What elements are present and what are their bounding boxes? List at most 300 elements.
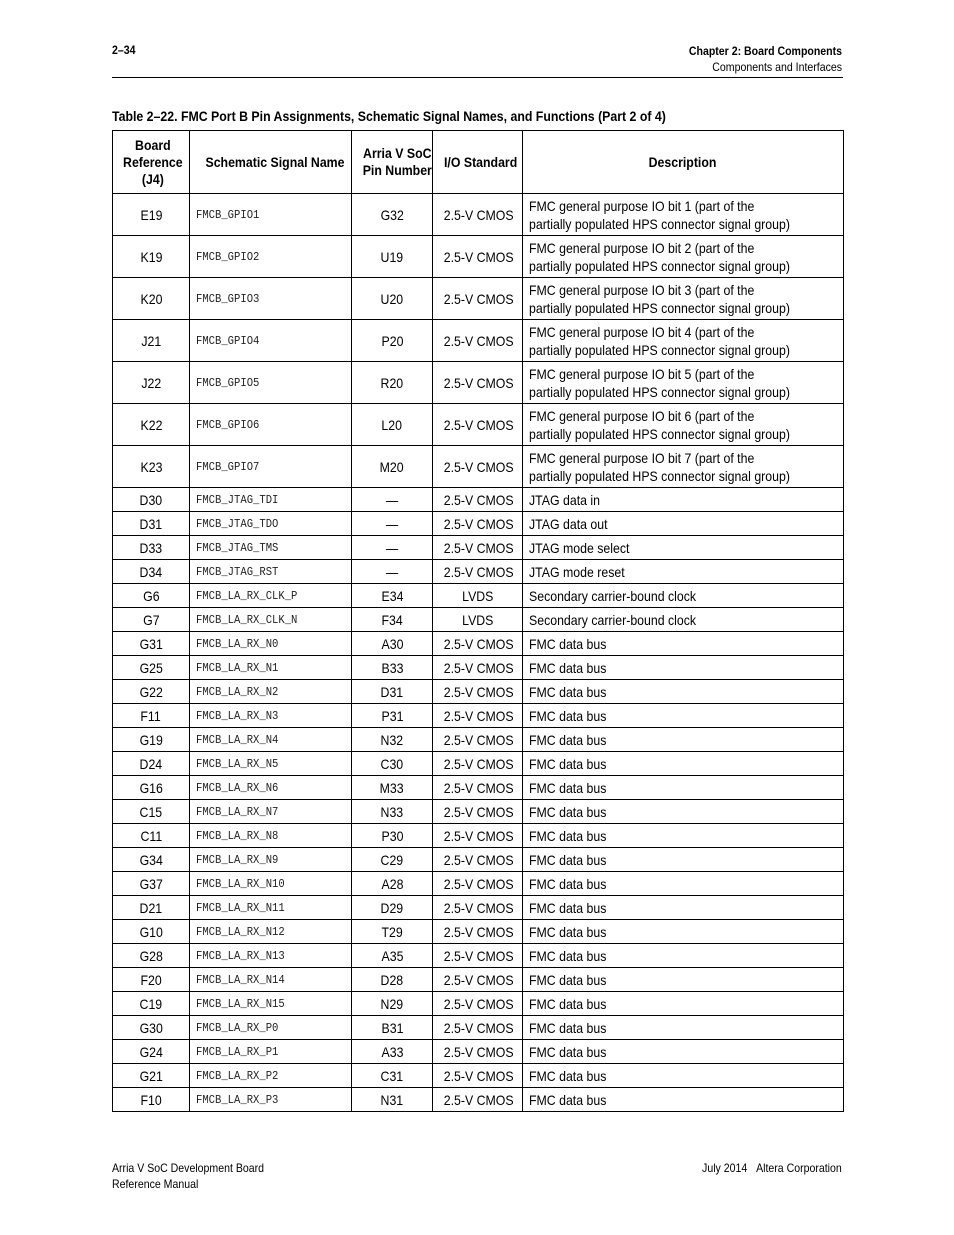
cell-pin-number [352, 608, 433, 632]
cell-pin-number [352, 920, 433, 944]
cell-io-standard-text: 2.5-V CMOS [443, 206, 514, 223]
cell-pin-number [352, 362, 433, 404]
cell-io-standard [433, 872, 523, 896]
cell-pin-number [352, 992, 433, 1016]
cell-pin-number [352, 968, 433, 992]
header-desc-label: Description [649, 153, 717, 170]
cell-signal-name [190, 632, 352, 656]
cell-io-standard [433, 584, 523, 608]
cell-description [523, 278, 844, 320]
cell-pin-number-text: P30 [381, 827, 403, 844]
cell-pin-number-text: U20 [380, 290, 404, 307]
cell-signal-name-text: FMCB_GPIO5 [196, 375, 260, 390]
cell-io-standard [433, 728, 523, 752]
cell-pin-number-text: C30 [380, 755, 404, 772]
cell-signal-name-text: FMCB_LA_RX_N14 [196, 972, 285, 987]
cell-pin-number-text: N31 [380, 1091, 404, 1108]
cell-description-text: FMC data bus [529, 779, 607, 796]
cell-signal-name [190, 608, 352, 632]
cell-io-standard-text: 2.5-V CMOS [443, 827, 514, 844]
cell-io-standard-text: 2.5-V CMOS [443, 683, 514, 700]
cell-board-reference-text: G7 [142, 611, 160, 628]
table-row [113, 632, 844, 656]
cell-io-standard-text: 2.5-V CMOS [443, 416, 514, 433]
cell-board-reference [113, 1016, 190, 1040]
cell-board-reference [113, 194, 190, 236]
table-row [113, 584, 844, 608]
header-signal-label: Schematic Signal Name [205, 153, 345, 170]
cell-description-text: FMC data bus [529, 971, 607, 988]
cell-description-text: FMC data bus [529, 827, 607, 844]
cell-pin-number-text: C31 [380, 1067, 404, 1084]
cell-description [523, 512, 844, 536]
cell-board-reference-text: G10 [139, 923, 163, 940]
cell-pin-number [352, 896, 433, 920]
footer-date-company [702, 1160, 842, 1176]
cell-signal-name-text: FMCB_LA_RX_N15 [196, 996, 285, 1011]
table-row [113, 1040, 844, 1064]
pin-assignment-table [112, 130, 844, 1112]
cell-pin-number [352, 236, 433, 278]
cell-io-standard [433, 680, 523, 704]
cell-io-standard-text: 2.5-V CMOS [443, 803, 514, 820]
cell-io-standard-text: 2.5-V CMOS [443, 332, 514, 349]
footer-doc-subtitle: Reference Manual [112, 1177, 199, 1191]
cell-board-reference [113, 968, 190, 992]
cell-description-text: FMC general purpose IO bit 2 (part of the partially populated HPS connector signal group) [529, 239, 790, 274]
cell-pin-number [352, 632, 433, 656]
cell-board-reference-text: F10 [140, 1091, 162, 1108]
cell-io-standard [433, 320, 523, 362]
cell-pin-number [352, 776, 433, 800]
cell-pin-number [352, 656, 433, 680]
cell-signal-name-text: FMCB_JTAG_RST [196, 564, 279, 579]
cell-io-standard [433, 824, 523, 848]
table-row [113, 560, 844, 584]
cell-pin-number-text: L20 [381, 416, 403, 433]
cell-description [523, 632, 844, 656]
cell-description-text: JTAG data in [529, 491, 600, 508]
cell-pin-number [352, 1064, 433, 1088]
table-row [113, 776, 844, 800]
cell-io-standard-text: 2.5-V CMOS [443, 491, 514, 508]
cell-pin-number-text: — [385, 563, 399, 580]
table-row [113, 536, 844, 560]
table-row [113, 752, 844, 776]
cell-description [523, 1040, 844, 1064]
table-body [113, 194, 844, 1112]
table-row [113, 278, 844, 320]
cell-board-reference-text: D24 [139, 755, 163, 772]
cell-pin-number [352, 584, 433, 608]
header-pin-line2: Pin Number [362, 162, 432, 178]
cell-description [523, 1088, 844, 1112]
footer-doc-title: Arria V SoC Development Board [112, 1161, 265, 1175]
cell-description [523, 404, 844, 446]
table-row [113, 488, 844, 512]
table-row [113, 800, 844, 824]
table-row [113, 362, 844, 404]
cell-description-text: FMC data bus [529, 851, 607, 868]
header-ref-line3: (J4) [141, 170, 164, 187]
cell-io-standard [433, 992, 523, 1016]
cell-description-text: FMC general purpose IO bit 3 (part of the partially populated HPS connector signal group) [529, 281, 790, 316]
cell-io-standard-text: 2.5-V CMOS [443, 1067, 514, 1084]
cell-pin-number [352, 512, 433, 536]
cell-pin-number [352, 680, 433, 704]
cell-description [523, 992, 844, 1016]
cell-io-standard-text: 2.5-V CMOS [443, 947, 514, 964]
cell-board-reference-text: J22 [141, 374, 161, 391]
cell-board-reference-text: K23 [140, 458, 162, 475]
cell-description [523, 656, 844, 680]
cell-pin-number-text: R20 [380, 374, 404, 391]
cell-signal-name-text: FMCB_JTAG_TDO [196, 516, 279, 531]
cell-pin-number [352, 536, 433, 560]
cell-io-standard [433, 536, 523, 560]
cell-pin-number [352, 704, 433, 728]
table-row [113, 968, 844, 992]
cell-description-text: FMC data bus [529, 1043, 607, 1060]
cell-description-text: FMC data bus [529, 659, 607, 676]
cell-board-reference [113, 278, 190, 320]
cell-pin-number-text: B33 [381, 659, 403, 676]
table-row [113, 236, 844, 278]
cell-signal-name [190, 488, 352, 512]
cell-signal-name [190, 872, 352, 896]
table-row [113, 404, 844, 446]
header-io-standard [433, 131, 523, 194]
cell-signal-name-text: FMCB_GPIO1 [196, 207, 260, 222]
cell-board-reference-text: D21 [139, 899, 163, 916]
cell-description [523, 800, 844, 824]
cell-pin-number [352, 872, 433, 896]
cell-pin-number-text: N29 [380, 995, 404, 1012]
cell-description [523, 776, 844, 800]
cell-description-text: FMC data bus [529, 923, 607, 940]
cell-pin-number-text: D31 [380, 683, 404, 700]
cell-board-reference [113, 944, 190, 968]
cell-io-standard [433, 236, 523, 278]
cell-io-standard [433, 896, 523, 920]
cell-board-reference-text: G22 [139, 683, 163, 700]
cell-signal-name-text: FMCB_LA_RX_N5 [196, 756, 279, 771]
cell-pin-number-text: D29 [380, 899, 404, 916]
cell-board-reference [113, 992, 190, 1016]
cell-signal-name [190, 800, 352, 824]
cell-signal-name-text: FMCB_JTAG_TMS [196, 540, 279, 555]
cell-signal-name [190, 1064, 352, 1088]
cell-pin-number-text: E34 [381, 587, 403, 604]
header-rule [112, 77, 843, 78]
cell-signal-name-text: FMCB_LA_RX_N8 [196, 828, 279, 843]
footer-right [683, 1160, 842, 1176]
cell-signal-name-text: FMCB_LA_RX_N0 [196, 636, 279, 651]
cell-io-standard [433, 446, 523, 488]
table-row [113, 1064, 844, 1088]
cell-io-standard [433, 512, 523, 536]
cell-io-standard [433, 1064, 523, 1088]
cell-board-reference [113, 728, 190, 752]
cell-signal-name [190, 680, 352, 704]
running-header [668, 43, 842, 75]
cell-board-reference [113, 1040, 190, 1064]
cell-pin-number [352, 848, 433, 872]
header-description [523, 131, 844, 194]
cell-io-standard-text: 2.5-V CMOS [443, 899, 514, 916]
cell-signal-name-text: FMCB_LA_RX_N11 [196, 900, 285, 915]
cell-pin-number-text: M33 [380, 779, 404, 796]
cell-signal-name [190, 560, 352, 584]
cell-board-reference-text: G31 [139, 635, 163, 652]
cell-signal-name-text: FMCB_LA_RX_N6 [196, 780, 279, 795]
cell-io-standard [433, 194, 523, 236]
cell-description-text: FMC general purpose IO bit 4 (part of the partially populated HPS connector signal group) [529, 323, 790, 358]
cell-description-text: FMC data bus [529, 635, 607, 652]
cell-signal-name-text: FMCB_LA_RX_P3 [196, 1092, 279, 1107]
cell-signal-name [190, 944, 352, 968]
cell-io-standard-text: 2.5-V CMOS [443, 290, 514, 307]
cell-io-standard [433, 608, 523, 632]
cell-pin-number [352, 728, 433, 752]
cell-description [523, 728, 844, 752]
cell-io-standard [433, 704, 523, 728]
cell-description [523, 824, 844, 848]
cell-board-reference [113, 704, 190, 728]
cell-io-standard [433, 278, 523, 320]
cell-board-reference [113, 560, 190, 584]
cell-signal-name [190, 848, 352, 872]
page-number: 2–34 [112, 43, 136, 57]
table-row [113, 608, 844, 632]
cell-io-standard [433, 656, 523, 680]
cell-description [523, 944, 844, 968]
cell-description-text: JTAG mode select [529, 539, 630, 556]
cell-pin-number [352, 1040, 433, 1064]
cell-signal-name [190, 776, 352, 800]
cell-description-text: FMC data bus [529, 707, 607, 724]
cell-io-standard-text: 2.5-V CMOS [443, 971, 514, 988]
cell-signal-name [190, 968, 352, 992]
cell-description-text: FMC general purpose IO bit 7 (part of the partially populated HPS connector signal group) [529, 449, 790, 484]
header-ref-line2: Reference [123, 153, 183, 170]
cell-io-standard-text: LVDS [461, 611, 494, 628]
cell-io-standard [433, 488, 523, 512]
cell-signal-name-text: FMCB_GPIO7 [196, 459, 260, 474]
cell-description [523, 752, 844, 776]
cell-board-reference [113, 632, 190, 656]
cell-signal-name [190, 1040, 352, 1064]
cell-signal-name [190, 992, 352, 1016]
cell-signal-name [190, 1088, 352, 1112]
cell-description-text: JTAG mode reset [529, 563, 625, 580]
cell-io-standard-text: LVDS [461, 587, 494, 604]
cell-board-reference-text: K20 [140, 290, 162, 307]
cell-board-reference-text: G30 [139, 1019, 163, 1036]
cell-io-standard-text: 2.5-V CMOS [443, 779, 514, 796]
cell-io-standard-text: 2.5-V CMOS [443, 515, 514, 532]
cell-description [523, 560, 844, 584]
cell-signal-name [190, 194, 352, 236]
cell-io-standard-text: 2.5-V CMOS [443, 875, 514, 892]
footer-left [112, 1160, 285, 1192]
cell-signal-name [190, 236, 352, 278]
cell-description-text: FMC data bus [529, 731, 607, 748]
cell-board-reference [113, 824, 190, 848]
cell-board-reference [113, 404, 190, 446]
cell-pin-number-text: D28 [380, 971, 404, 988]
cell-pin-number-text: P20 [381, 332, 403, 349]
cell-board-reference [113, 320, 190, 362]
table-row [113, 704, 844, 728]
cell-signal-name [190, 824, 352, 848]
cell-io-standard-text: 2.5-V CMOS [443, 374, 514, 391]
cell-pin-number [352, 488, 433, 512]
cell-pin-number [352, 194, 433, 236]
table-row [113, 896, 844, 920]
cell-signal-name-text: FMCB_LA_RX_P2 [196, 1068, 279, 1083]
cell-io-standard-text: 2.5-V CMOS [443, 563, 514, 580]
cell-pin-number [352, 446, 433, 488]
cell-io-standard [433, 776, 523, 800]
cell-board-reference [113, 680, 190, 704]
cell-signal-name [190, 1016, 352, 1040]
table-row [113, 1088, 844, 1112]
cell-io-standard-text: 2.5-V CMOS [443, 755, 514, 772]
cell-description [523, 920, 844, 944]
cell-description [523, 194, 844, 236]
cell-signal-name-text: FMCB_LA_RX_CLK_N [196, 612, 298, 627]
table-row [113, 656, 844, 680]
cell-pin-number-text: U19 [380, 248, 404, 265]
header-board-reference [113, 131, 190, 194]
table-caption: Table 2–22. FMC Port B Pin Assignments, Schematic Signal Names, and Functions (Part 2 of 4) [112, 108, 666, 124]
header-pin-number [352, 131, 433, 194]
cell-signal-name [190, 920, 352, 944]
cell-description-text: FMC data bus [529, 875, 607, 892]
cell-board-reference-text: C19 [139, 995, 163, 1012]
cell-signal-name [190, 536, 352, 560]
cell-signal-name [190, 320, 352, 362]
cell-signal-name-text: FMCB_GPIO4 [196, 333, 260, 348]
cell-description-text: FMC data bus [529, 755, 607, 772]
header-io-label: I/O Standard [443, 153, 518, 170]
cell-signal-name-text: FMCB_GPIO6 [196, 417, 260, 432]
cell-pin-number [352, 800, 433, 824]
cell-signal-name-text: FMCB_LA_RX_N1 [196, 660, 279, 675]
table-row [113, 194, 844, 236]
cell-board-reference-text: F20 [140, 971, 162, 988]
cell-io-standard-text: 2.5-V CMOS [443, 248, 514, 265]
cell-board-reference-text: G19 [139, 731, 163, 748]
cell-signal-name-text: FMCB_LA_RX_P0 [196, 1020, 279, 1035]
cell-description-text: FMC general purpose IO bit 1 (part of the partially populated HPS connector signal group) [529, 197, 790, 232]
table-row [113, 1016, 844, 1040]
cell-signal-name [190, 446, 352, 488]
cell-io-standard-text: 2.5-V CMOS [443, 1019, 514, 1036]
cell-io-standard-text: 2.5-V CMOS [443, 1091, 514, 1108]
cell-signal-name-text: FMCB_GPIO2 [196, 249, 260, 264]
cell-board-reference-text: C11 [140, 827, 162, 844]
cell-board-reference-text: D30 [139, 491, 163, 508]
cell-board-reference [113, 584, 190, 608]
cell-description-text: FMC data bus [529, 803, 607, 820]
table-row [113, 728, 844, 752]
cell-io-standard-text: 2.5-V CMOS [443, 635, 514, 652]
cell-pin-number-text: G32 [380, 206, 404, 223]
cell-pin-number-text: — [385, 539, 399, 556]
cell-board-reference-text: E19 [140, 206, 162, 223]
cell-description [523, 536, 844, 560]
cell-description-text: FMC general purpose IO bit 5 (part of the partially populated HPS connector signal group) [529, 365, 790, 400]
cell-pin-number-text: P31 [381, 707, 403, 724]
cell-description-text: FMC data bus [529, 1091, 607, 1108]
cell-signal-name-text: FMCB_LA_RX_N13 [196, 948, 285, 963]
cell-signal-name-text: FMCB_LA_RX_P1 [196, 1044, 279, 1059]
cell-description [523, 968, 844, 992]
cell-signal-name-text: FMCB_GPIO3 [196, 291, 260, 306]
cell-description-text: FMC data bus [529, 1067, 607, 1084]
cell-signal-name-text: FMCB_LA_RX_N7 [196, 804, 279, 819]
cell-io-standard [433, 560, 523, 584]
cell-board-reference-text: C15 [139, 803, 163, 820]
cell-board-reference-text: K19 [140, 248, 162, 265]
cell-board-reference [113, 536, 190, 560]
table-row [113, 320, 844, 362]
cell-board-reference [113, 872, 190, 896]
cell-signal-name-text: FMCB_LA_RX_N12 [196, 924, 285, 939]
cell-io-standard-text: 2.5-V CMOS [443, 707, 514, 724]
cell-description [523, 1064, 844, 1088]
cell-io-standard [433, 920, 523, 944]
cell-signal-name [190, 404, 352, 446]
cell-pin-number-text: A28 [381, 875, 403, 892]
cell-board-reference [113, 800, 190, 824]
cell-io-standard [433, 752, 523, 776]
cell-signal-name-text: FMCB_LA_RX_N4 [196, 732, 279, 747]
cell-pin-number [352, 824, 433, 848]
cell-description-text: Secondary carrier-bound clock [529, 587, 697, 604]
cell-pin-number-text: C29 [380, 851, 404, 868]
table-row [113, 848, 844, 872]
table-row [113, 446, 844, 488]
cell-signal-name-text: FMCB_LA_RX_CLK_P [196, 588, 298, 603]
cell-pin-number-text: N32 [380, 731, 404, 748]
cell-board-reference [113, 920, 190, 944]
cell-board-reference [113, 362, 190, 404]
table-row [113, 824, 844, 848]
table-row [113, 872, 844, 896]
cell-board-reference-text: G37 [139, 875, 163, 892]
cell-board-reference [113, 656, 190, 680]
cell-signal-name [190, 584, 352, 608]
cell-io-standard-text: 2.5-V CMOS [443, 458, 514, 475]
cell-io-standard [433, 968, 523, 992]
cell-pin-number [352, 752, 433, 776]
cell-description [523, 584, 844, 608]
cell-pin-number [352, 1088, 433, 1112]
chapter-title: Chapter 2: Board Components [688, 44, 842, 58]
table-row [113, 680, 844, 704]
cell-pin-number-text: — [385, 491, 399, 508]
cell-board-reference [113, 446, 190, 488]
cell-pin-number-text: T29 [381, 923, 403, 940]
cell-description-text: Secondary carrier-bound clock [529, 611, 697, 628]
cell-signal-name [190, 656, 352, 680]
section-title: Components and Interfaces [712, 60, 842, 74]
cell-io-standard-text: 2.5-V CMOS [443, 539, 514, 556]
cell-board-reference [113, 1064, 190, 1088]
